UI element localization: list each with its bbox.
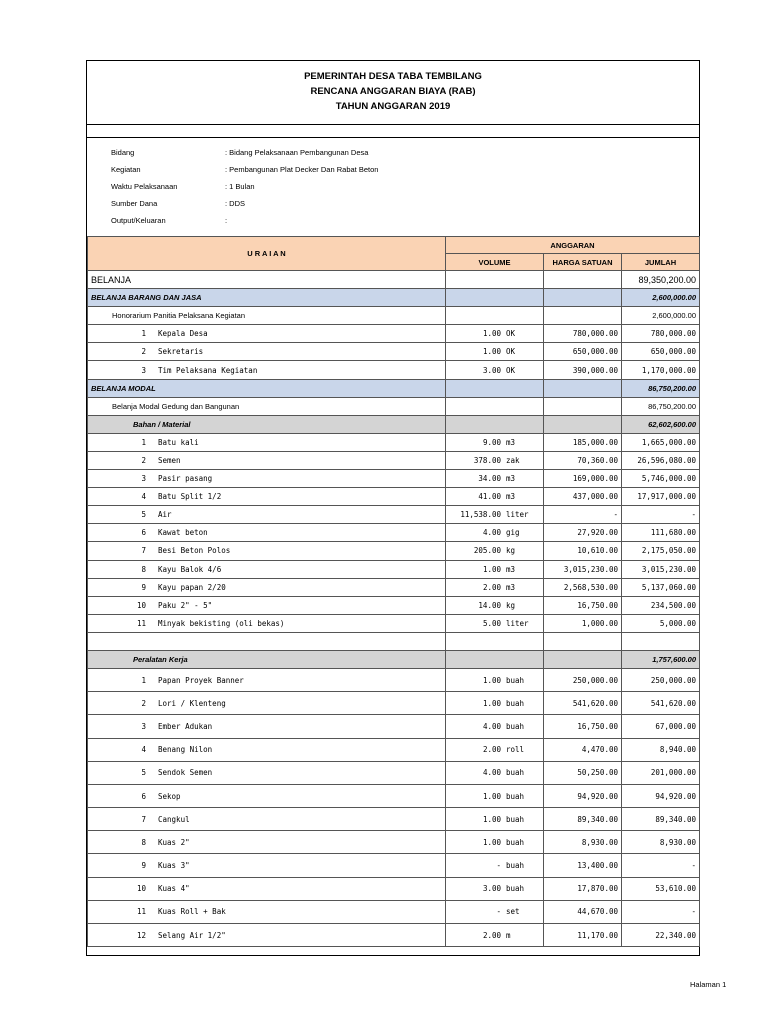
item-qty: 1.00 — [482, 675, 501, 685]
item-qty: 9.00 — [482, 437, 501, 447]
table-row — [88, 560, 700, 578]
item-unit: m3 — [506, 437, 516, 447]
header-uraian: U R A I A N — [88, 237, 446, 271]
item-label: Pasir pasang — [158, 474, 213, 484]
info-value: : — [225, 216, 228, 225]
item-qty: 4.00 — [482, 768, 501, 778]
item-harga-satuan: 44,670.00 — [544, 900, 622, 923]
item-description — [88, 343, 446, 361]
group-label: Belanja Modal Gedung dan Bangunan — [88, 397, 446, 415]
subgroup-label: Peralatan Kerja — [88, 650, 446, 668]
item-label: Kayu papan 2/20 — [158, 582, 226, 592]
item-qty: - — [496, 861, 501, 871]
table-row — [88, 808, 700, 831]
item-volume — [446, 784, 544, 807]
header-volume: VOLUME — [446, 254, 544, 271]
row-total: 2,600,000.00 — [622, 289, 700, 307]
blank-cell — [622, 632, 700, 650]
item-description — [88, 924, 446, 947]
item-qty: 5.00 — [482, 618, 501, 628]
row-total: 62,602,600.00 — [622, 415, 700, 433]
table-row — [88, 379, 700, 397]
empty-cell — [544, 650, 622, 668]
item-description — [88, 361, 446, 379]
table-row — [88, 506, 700, 524]
item-label: Kuas 3" — [158, 861, 190, 871]
row-total: 89,350,200.00 — [622, 271, 700, 289]
item-harga-satuan: 10,610.00 — [544, 542, 622, 560]
item-qty: 378.00 — [473, 455, 501, 465]
item-volume — [446, 560, 544, 578]
table-row — [88, 397, 700, 415]
item-harga-satuan: 16,750.00 — [544, 596, 622, 614]
item-harga-satuan: 250,000.00 — [544, 668, 622, 691]
header-anggaran: ANGGARAN — [446, 237, 700, 254]
item-unit: buah — [506, 675, 525, 685]
table-row — [88, 877, 700, 900]
item-qty: 1.00 — [482, 814, 501, 824]
item-jumlah: 3,015,230.00 — [622, 560, 700, 578]
item-harga-satuan: 13,400.00 — [544, 854, 622, 877]
item-number: 3 — [141, 474, 146, 484]
item-qty: 1.00 — [482, 837, 501, 847]
item-jumlah: 5,137,060.00 — [622, 578, 700, 596]
row-total: 86,750,200.00 — [622, 397, 700, 415]
item-description — [88, 784, 446, 807]
item-number: 5 — [141, 510, 146, 520]
item-label: Kuas 2" — [158, 837, 190, 847]
title-line-2: RENCANA ANGGARAN BIAYA (RAB) — [310, 86, 476, 97]
empty-cell — [544, 397, 622, 415]
empty-cell — [544, 271, 622, 289]
empty-cell — [446, 307, 544, 325]
item-description — [88, 715, 446, 738]
item-volume — [446, 854, 544, 877]
item-unit: buah — [506, 814, 525, 824]
item-jumlah: 5,000.00 — [622, 614, 700, 632]
item-harga-satuan: 780,000.00 — [544, 325, 622, 343]
row-total: 86,750,200.00 — [622, 379, 700, 397]
item-description — [88, 451, 446, 469]
table-row — [88, 738, 700, 761]
item-jumlah: 234,500.00 — [622, 596, 700, 614]
item-label: Paku 2" - 5" — [158, 600, 213, 610]
item-unit: liter — [506, 510, 529, 520]
item-unit: m3 — [506, 492, 516, 502]
item-unit: zak — [506, 455, 520, 465]
item-harga-satuan: - — [544, 506, 622, 524]
table-row — [88, 361, 700, 379]
divider — [87, 137, 699, 138]
item-label: Kayu Balok 4/6 — [158, 564, 222, 574]
item-qty: 2.00 — [482, 582, 501, 592]
table-row — [88, 831, 700, 854]
item-qty: 14.00 — [478, 600, 501, 610]
item-jumlah: 2,175,050.00 — [622, 542, 700, 560]
item-harga-satuan: 437,000.00 — [544, 488, 622, 506]
item-qty: 4.00 — [482, 721, 501, 731]
item-jumlah: 22,340.00 — [622, 924, 700, 947]
item-unit: set — [506, 907, 520, 917]
row-total: 1,757,600.00 — [622, 650, 700, 668]
item-qty: - — [496, 907, 501, 917]
item-volume — [446, 470, 544, 488]
table-row — [88, 524, 700, 542]
item-number: 2 — [141, 347, 146, 357]
item-description — [88, 542, 446, 560]
table-row — [88, 761, 700, 784]
row-total: 2,600,000.00 — [622, 307, 700, 325]
item-number: 3 — [141, 365, 146, 375]
item-volume — [446, 506, 544, 524]
item-harga-satuan: 8,930.00 — [544, 831, 622, 854]
item-jumlah: 1,665,000.00 — [622, 433, 700, 451]
item-jumlah: 650,000.00 — [622, 343, 700, 361]
item-unit: m3 — [506, 582, 516, 592]
item-qty: 34.00 — [478, 474, 501, 484]
item-number: 12 — [136, 930, 146, 940]
item-unit: buah — [506, 837, 525, 847]
item-jumlah: 94,920.00 — [622, 784, 700, 807]
section-label: BELANJA MODAL — [88, 379, 446, 397]
item-qty: 1.00 — [482, 347, 501, 357]
table-row — [88, 692, 700, 715]
item-qty: 3.00 — [482, 365, 501, 375]
item-unit: m3 — [506, 474, 516, 484]
item-volume — [446, 738, 544, 761]
item-description — [88, 831, 446, 854]
item-unit: buah — [506, 721, 525, 731]
item-description — [88, 614, 446, 632]
item-description — [88, 560, 446, 578]
item-qty: 4.00 — [482, 528, 501, 538]
item-jumlah: 111,680.00 — [622, 524, 700, 542]
item-volume — [446, 524, 544, 542]
item-volume — [446, 596, 544, 614]
item-description — [88, 738, 446, 761]
item-number: 9 — [141, 582, 146, 592]
item-harga-satuan: 89,340.00 — [544, 808, 622, 831]
empty-cell — [544, 289, 622, 307]
info-value: : DDS — [225, 199, 246, 208]
item-number: 10 — [136, 884, 146, 894]
divider — [87, 124, 699, 125]
item-number: 6 — [141, 791, 146, 801]
item-label: Semen — [158, 455, 181, 465]
item-volume — [446, 715, 544, 738]
item-unit: OK — [506, 329, 516, 339]
item-qty: 205.00 — [473, 546, 501, 556]
item-unit: kg — [506, 546, 516, 556]
item-jumlah: 53,610.00 — [622, 877, 700, 900]
item-label: Kawat beton — [158, 528, 208, 538]
item-harga-satuan: 650,000.00 — [544, 343, 622, 361]
blank-cell — [544, 632, 622, 650]
item-label: Selang Air 1/2" — [158, 930, 226, 940]
item-unit: buah — [506, 791, 525, 801]
item-qty: 2.00 — [482, 745, 501, 755]
item-number: 10 — [136, 600, 146, 610]
item-jumlah: 5,746,000.00 — [622, 470, 700, 488]
item-number: 5 — [141, 768, 146, 778]
item-qty: 1.00 — [482, 791, 501, 801]
item-harga-satuan: 3,015,230.00 — [544, 560, 622, 578]
item-harga-satuan: 2,568,530.00 — [544, 578, 622, 596]
empty-cell — [544, 307, 622, 325]
item-label: Sekop — [158, 791, 181, 801]
item-label: Sendok Semen — [158, 768, 213, 778]
table-row — [88, 854, 700, 877]
item-jumlah: 8,940.00 — [622, 738, 700, 761]
item-jumlah: - — [622, 506, 700, 524]
item-number: 2 — [141, 698, 146, 708]
item-harga-satuan: 185,000.00 — [544, 433, 622, 451]
item-number: 1 — [141, 329, 146, 339]
item-jumlah: 17,917,000.00 — [622, 488, 700, 506]
info-label: Bidang — [111, 148, 135, 157]
item-label: Batu Split 1/2 — [158, 492, 222, 502]
empty-cell — [446, 271, 544, 289]
table-row — [88, 433, 700, 451]
info-value: : Bidang Pelaksanaan Pembangunan Desa — [225, 148, 369, 157]
table-header-row — [88, 237, 700, 254]
item-number: 3 — [141, 721, 146, 731]
belanja-label: BELANJA — [88, 271, 446, 289]
subgroup-label: Bahan / Material — [88, 415, 446, 433]
item-jumlah: 67,000.00 — [622, 715, 700, 738]
item-volume — [446, 488, 544, 506]
item-volume — [446, 578, 544, 596]
item-harga-satuan: 70,360.00 — [544, 451, 622, 469]
item-label: Besi Beton Polos — [158, 546, 231, 556]
table-row — [88, 325, 700, 343]
item-harga-satuan: 17,870.00 — [544, 877, 622, 900]
table-row — [88, 900, 700, 923]
item-label: Lori / Klenteng — [158, 698, 226, 708]
item-description — [88, 596, 446, 614]
item-label: Kepala Desa — [158, 329, 208, 339]
table-row — [88, 578, 700, 596]
item-description — [88, 900, 446, 923]
item-volume — [446, 692, 544, 715]
item-qty: 11,538.00 — [460, 510, 501, 520]
header-jumlah: JUMLAH — [622, 254, 700, 271]
item-number: 2 — [141, 455, 146, 465]
item-label: Benang Nilon — [158, 745, 213, 755]
item-qty: 3.00 — [482, 884, 501, 894]
item-unit: kg — [506, 600, 516, 610]
item-qty: 2.00 — [482, 930, 501, 940]
table-row — [88, 784, 700, 807]
item-jumlah: 26,596,080.00 — [622, 451, 700, 469]
info-label: Kegiatan — [111, 165, 141, 174]
item-description — [88, 488, 446, 506]
info-label: Sumber Dana — [111, 199, 158, 208]
item-number: 6 — [141, 528, 146, 538]
table-row — [88, 415, 700, 433]
header-harga-satuan: HARGA SATUAN — [544, 254, 622, 271]
item-label: Ember Adukan — [158, 721, 213, 731]
item-description — [88, 808, 446, 831]
item-volume — [446, 361, 544, 379]
table-row — [88, 542, 700, 560]
item-number: 4 — [141, 492, 146, 502]
item-harga-satuan: 1,000.00 — [544, 614, 622, 632]
item-description — [88, 470, 446, 488]
empty-cell — [446, 650, 544, 668]
table-row — [88, 289, 700, 307]
item-number: 4 — [141, 745, 146, 755]
item-jumlah: 8,930.00 — [622, 831, 700, 854]
item-unit: OK — [506, 347, 516, 357]
table-row — [88, 668, 700, 691]
item-volume — [446, 877, 544, 900]
item-volume — [446, 614, 544, 632]
item-volume — [446, 542, 544, 560]
item-volume — [446, 343, 544, 361]
item-label: Kuas 4" — [158, 884, 190, 894]
item-jumlah: 780,000.00 — [622, 325, 700, 343]
item-volume — [446, 808, 544, 831]
item-jumlah: 250,000.00 — [622, 668, 700, 691]
item-harga-satuan: 27,920.00 — [544, 524, 622, 542]
item-harga-satuan: 541,620.00 — [544, 692, 622, 715]
item-unit: buah — [506, 884, 525, 894]
item-description — [88, 325, 446, 343]
info-value: : Pembangunan Plat Decker Dan Rabat Beton — [225, 165, 379, 174]
item-label: Air — [158, 510, 172, 520]
item-unit: gig — [506, 528, 520, 538]
empty-cell — [544, 379, 622, 397]
blank-cell — [446, 632, 544, 650]
section-label: BELANJA BARANG DAN JASA — [88, 289, 446, 307]
item-harga-satuan: 390,000.00 — [544, 361, 622, 379]
item-volume — [446, 451, 544, 469]
item-label: Sekretaris — [158, 347, 204, 357]
item-number: 8 — [141, 564, 146, 574]
item-volume — [446, 900, 544, 923]
item-unit: OK — [506, 365, 516, 375]
item-description — [88, 692, 446, 715]
item-volume — [446, 761, 544, 784]
item-harga-satuan: 169,000.00 — [544, 470, 622, 488]
item-jumlah: 201,000.00 — [622, 761, 700, 784]
item-volume — [446, 325, 544, 343]
page-number: Halaman 1 — [690, 980, 727, 989]
info-label: Output/Keluaran — [111, 216, 166, 225]
item-volume — [446, 668, 544, 691]
item-harga-satuan: 94,920.00 — [544, 784, 622, 807]
table-row — [88, 470, 700, 488]
item-number: 7 — [141, 814, 146, 824]
table-row — [88, 271, 700, 289]
empty-cell — [446, 289, 544, 307]
group-label: Honorarium Panitia Pelaksana Kegiatan — [88, 307, 446, 325]
item-number: 11 — [136, 907, 146, 917]
title-line-1: PEMERINTAH DESA TABA TEMBILANG — [304, 71, 482, 82]
item-unit: roll — [506, 745, 525, 755]
item-number: 1 — [141, 675, 146, 685]
empty-cell — [446, 415, 544, 433]
budget-table — [87, 236, 700, 947]
table-row — [88, 307, 700, 325]
item-description — [88, 524, 446, 542]
table-row — [88, 488, 700, 506]
item-description — [88, 877, 446, 900]
table-row — [88, 343, 700, 361]
item-unit: m — [506, 930, 511, 940]
item-jumlah: 89,340.00 — [622, 808, 700, 831]
item-qty: 41.00 — [478, 492, 501, 502]
item-unit: buah — [506, 768, 525, 778]
item-qty: 1.00 — [482, 698, 501, 708]
item-label: Minyak bekisting (oli bekas) — [158, 618, 285, 628]
item-label: Papan Proyek Banner — [158, 675, 244, 685]
item-volume — [446, 831, 544, 854]
item-volume — [446, 433, 544, 451]
item-harga-satuan: 16,750.00 — [544, 715, 622, 738]
table-row — [88, 632, 700, 650]
item-description — [88, 854, 446, 877]
item-jumlah: - — [622, 900, 700, 923]
item-description — [88, 668, 446, 691]
item-number: 9 — [141, 861, 146, 871]
item-harga-satuan: 4,470.00 — [544, 738, 622, 761]
item-qty: 1.00 — [482, 329, 501, 339]
rab-sheet — [86, 60, 700, 956]
info-value: : 1 Bulan — [225, 182, 255, 191]
item-description — [88, 578, 446, 596]
title-line-3: TAHUN ANGGARAN 2019 — [335, 101, 451, 112]
item-unit: buah — [506, 698, 525, 708]
item-harga-satuan: 11,170.00 — [544, 924, 622, 947]
empty-cell — [446, 397, 544, 415]
empty-cell — [446, 379, 544, 397]
info-label: Waktu Pelaksanaan — [111, 182, 178, 191]
table-row — [88, 596, 700, 614]
item-number: 1 — [141, 437, 146, 447]
item-label: Cangkul — [158, 814, 190, 824]
item-volume — [446, 924, 544, 947]
item-unit: m3 — [506, 564, 516, 574]
blank-cell — [88, 632, 446, 650]
table-row — [88, 924, 700, 947]
item-number: 11 — [136, 618, 146, 628]
item-description — [88, 761, 446, 784]
table-row — [88, 715, 700, 738]
item-qty: 1.00 — [482, 564, 501, 574]
empty-cell — [544, 415, 622, 433]
item-jumlah: 541,620.00 — [622, 692, 700, 715]
item-jumlah: - — [622, 854, 700, 877]
item-description — [88, 433, 446, 451]
item-number: 8 — [141, 837, 146, 847]
item-unit: liter — [506, 618, 529, 628]
item-label: Kuas Roll + Bak — [158, 907, 226, 917]
table-row — [88, 451, 700, 469]
item-number: 7 — [141, 546, 146, 556]
item-jumlah: 1,170,000.00 — [622, 361, 700, 379]
item-label: Batu kali — [158, 437, 199, 447]
item-label: Tim Pelaksana Kegiatan — [158, 365, 258, 375]
item-unit: buah — [506, 861, 525, 871]
table-row — [88, 614, 700, 632]
item-harga-satuan: 50,250.00 — [544, 761, 622, 784]
item-description — [88, 506, 446, 524]
table-row — [88, 650, 700, 668]
